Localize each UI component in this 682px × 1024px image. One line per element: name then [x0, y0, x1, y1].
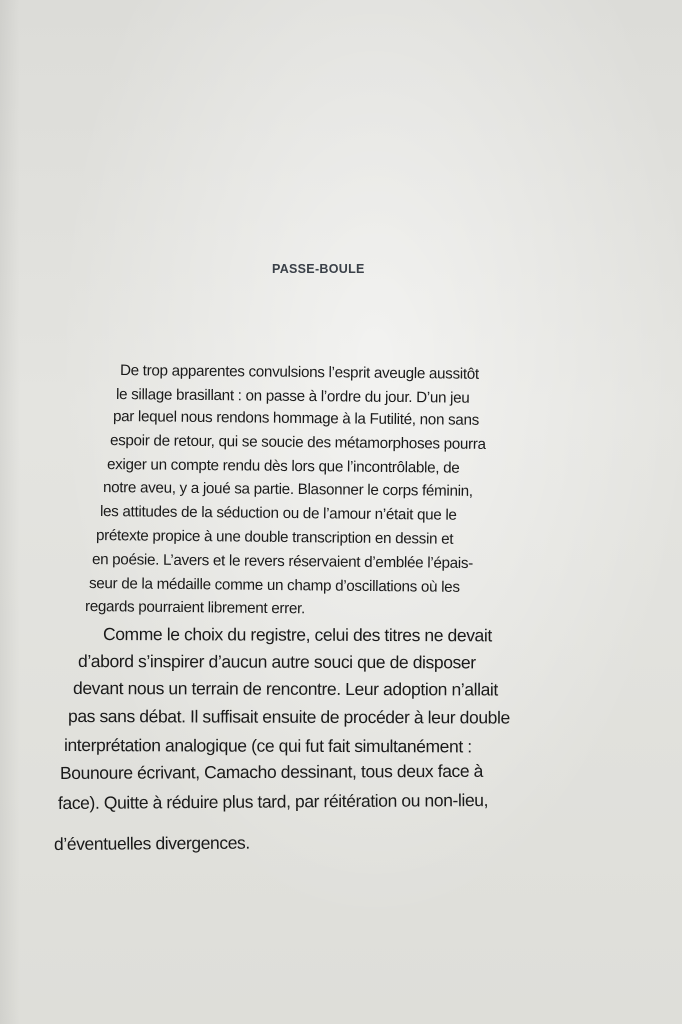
- paragraph-1-line: espoir de retour, qui se soucie des métamorphoses pourra: [109, 432, 486, 453]
- page-title: PASSE-BOULE: [272, 262, 365, 276]
- paragraph-2-line: devant nous un terrain de rencontre. Leur adoption n’allait: [72, 678, 498, 700]
- paragraph-1-line: le sillage brasillant : on passe à l’ordre du jour. D’un jeu: [115, 386, 470, 407]
- paragraph-1-line: regards pourraient librement errer.: [84, 598, 306, 618]
- paragraph-1-line: prétexte propice à une double transcription en dessin et: [95, 527, 454, 548]
- paragraph-1-line: en poésie. L’avers et le revers réservaient d’emblée l’épais-: [91, 551, 474, 572]
- paragraph-2-line: interprétation analogique (ce qui fut fait simultanément :: [63, 735, 472, 757]
- paragraph-1-line: les attitudes de la séduction ou de l’amour n’était que le: [99, 503, 457, 524]
- paragraph-1-line: exiger un compte rendu dès lors que l’incontrôlable, de: [106, 456, 460, 477]
- paragraph-2-line: face). Quitte à réduire plus tard, par réitération ou non-lieu,: [57, 789, 489, 813]
- paragraph-1-line: seur de la médaille comme un champ d’oscillations où les: [88, 575, 460, 596]
- paragraph-2-line: d’abord s’inspirer d’aucun autre souci que de disposer: [77, 651, 476, 673]
- paragraph-2-line: Bounoure écrivant, Camacho dessinant, tous deux face à: [59, 760, 484, 783]
- page-edge-shadow: [0, 0, 20, 1024]
- paragraph-2-line: pas sans débat. Il suffisait ensuite de procéder à leur double: [67, 706, 510, 728]
- paragraph-1-line: notre aveu, y a joué sa partie. Blasonner le corps féminin,: [102, 479, 473, 500]
- paragraph-1-line: par lequel nous rendons hommage à la Futilité, non sans: [112, 408, 480, 429]
- paragraph-1-line: De trop apparentes convulsions l’esprit aveugle aussitôt: [119, 362, 479, 383]
- paragraph-2-line: d’éventuelles divergences.: [53, 832, 250, 854]
- paragraph-2-line: Comme le choix du registre, celui des titres ne devait: [102, 624, 492, 646]
